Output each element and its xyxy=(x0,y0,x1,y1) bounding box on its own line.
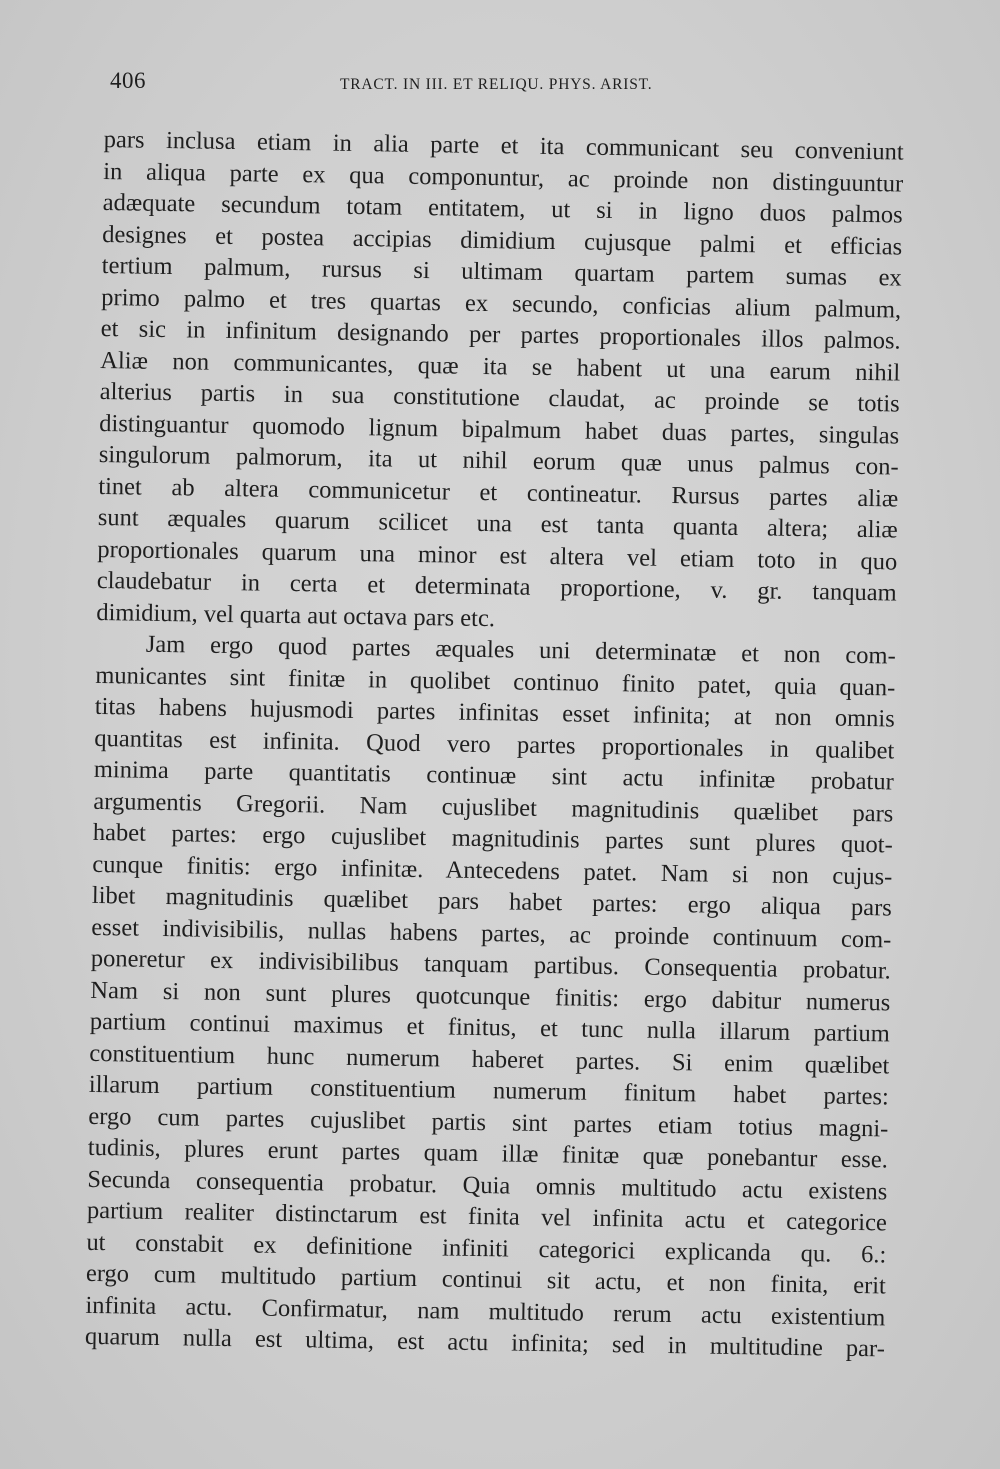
text-line: libet magnitudinis quælibet pars habet partes: ergo aliqua pars xyxy=(91,881,892,922)
text-line: claudebatur in certa et determinata proportione, v. gr. tanquam xyxy=(96,566,897,607)
running-header xyxy=(110,68,910,98)
text-line: tudinis, plures erunt partes quam illæ finitæ quæ ponebantur esse. xyxy=(87,1133,889,1174)
text-line: in aliqua parte ex qua componuntur, ac proinde non distinguuntur xyxy=(103,157,904,198)
text-line: quarum nulla est ultima, est actu infinita; sed in multitudine par- xyxy=(84,1322,886,1363)
text-line: ergo cum partes cujuslibet partis sint partes etiam totius magni- xyxy=(88,1102,889,1142)
text-line: partium realiter distinctarum est finita vel infinita actu et categorice xyxy=(86,1196,888,1237)
paragraph-start-line: Jam ergo quod partes æquales uni determinatæ et non com- xyxy=(145,630,896,670)
text-line: minima parte quantitatis continuæ sint actu infinitæ probatur xyxy=(93,755,894,796)
text-line: habet partes: ergo cujuslibet magnitudinis partes sunt plures quot- xyxy=(92,818,893,859)
text-line: ergo cum multitudo partium continui sit actu, et non finita, erit xyxy=(85,1259,887,1300)
body-text xyxy=(85,124,904,1365)
text-line: et sic in infinitum designando per partes proportionales illos palmos. xyxy=(100,314,901,355)
text-line: illarum partium constituentium numerum finitum habet partes: xyxy=(88,1070,890,1111)
text-line: esset indivisibilis, nullas habens partes, ac proinde continuum com- xyxy=(91,913,892,953)
text-line: municantes sint finitæ in quolibet continuo finito patet, quia quan- xyxy=(95,661,896,701)
text-line: poneretur ex indivisibilibus tanquam partibus. Consequentia probatur. xyxy=(90,944,892,985)
text-line: primo palmo et tres quartas ex secundo, conficias alium palmum, xyxy=(101,283,902,324)
page-number: 406 xyxy=(110,68,146,93)
text-line: Aliæ non communicantes, quæ ita se habent ut una earum nihil xyxy=(100,346,901,387)
text-line: designes et postea accipias dimidium cujusque palmi et efficias xyxy=(102,220,903,261)
text-line: dimidium, vel quarta aut octava pars etc. xyxy=(96,598,496,632)
text-line: sunt æquales quarum scilicet una est tanta quanta altera; aliæ xyxy=(97,503,898,544)
text-line: Secunda consequentia probatur. Quia omnis multitudo actu existens xyxy=(87,1165,888,1205)
text-line: titas habens hujusmodi partes infinitas esset infinita; at non omnis xyxy=(94,692,895,733)
text-line: Nam si non sunt plures quotcunque finitis: ergo dabitur numerus xyxy=(90,976,891,1016)
text-line: quantitas est infinita. Quod vero partes proportionales in qualibet xyxy=(94,724,895,764)
text-line: proportionales quarum una minor est altera vel etiam toto in quo xyxy=(97,535,898,576)
text-line: partium continui maximus et finitus, et tunc nulla illarum partium xyxy=(89,1007,891,1048)
text-line: argumentis Gregorii. Nam cujuslibet magnitudinis quælibet pars xyxy=(93,787,894,827)
text-line: adæquate secundum totam entitatem, ut si in ligno duos palmos xyxy=(102,188,903,229)
text-line: alterius partis in sua constitutione claudat, ac proinde se totis xyxy=(99,377,900,418)
text-line: pars inclusa etiam in alia parte et ita communicant seu conveniunt xyxy=(103,125,904,166)
text-line: distinguantur quomodo lignum bipalmum habet duas partes, singulas xyxy=(99,409,900,450)
text-line: constituentium hunc numerum haberet partes. Si enim quælibet xyxy=(89,1039,890,1079)
text-line: infinita actu. Confirmatur, nam multitudo rerum actu existentium xyxy=(85,1291,886,1331)
text-line: cunque finitis: ergo infinitæ. Antecedens patet. Nam si non cujus- xyxy=(92,850,893,890)
running-title: TRACT. IN III. ET RELIQU. PHYS. ARIST. xyxy=(340,76,653,93)
text-line: singulorum palmorum, ita ut nihil eorum quæ unus palmus con- xyxy=(98,440,899,481)
text-line: tertium palmum, rursus si ultimam quartam partem sumas ex xyxy=(101,251,902,292)
text-line: tinet ab altera communicetur et contineatur. Rursus partes aliæ xyxy=(98,472,899,513)
text-line: ut constabit ex definitione infiniti categorici explicanda qu. 6.: xyxy=(86,1228,887,1268)
